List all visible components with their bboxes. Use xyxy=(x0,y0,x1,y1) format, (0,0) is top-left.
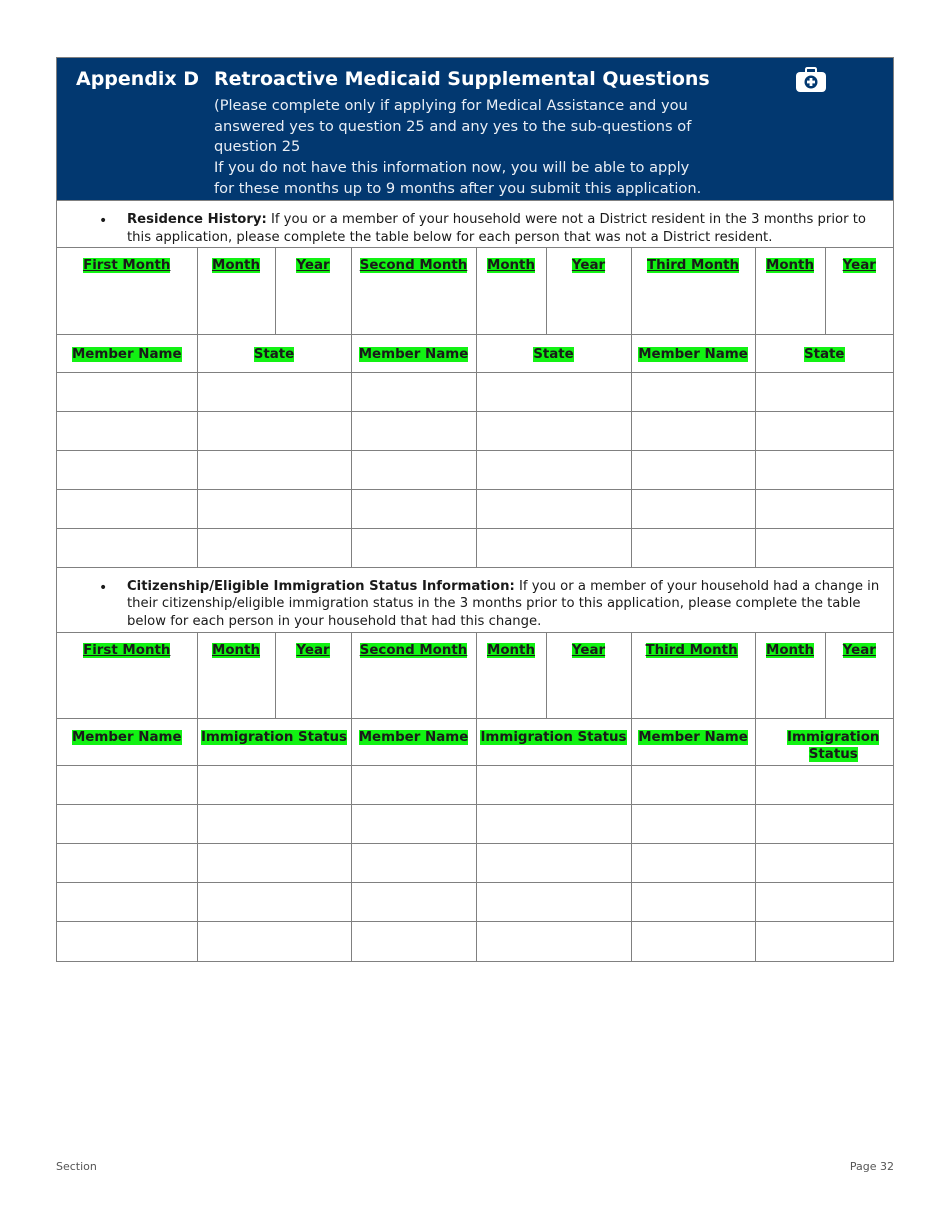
state-header: State xyxy=(197,334,351,372)
citizenship-instructions xyxy=(57,568,893,633)
instruction-line: If you do not have this information now, you will be able to apply xyxy=(214,159,690,177)
citizenship-label: Citizenship/Eligible Immigration Status Information: xyxy=(127,578,515,594)
citizenship-text: If you or a member of your household had a change in their citizenship/eligible immigration status in the 3 months prior to this application, please complete the table below for each person in your household that had this change. xyxy=(127,578,880,629)
member-name-cell[interactable] xyxy=(57,766,197,805)
member-name-header: Member Name xyxy=(351,334,476,372)
month-field[interactable]: Month xyxy=(476,633,546,719)
header-instructions xyxy=(214,96,734,200)
month-field[interactable]: Month xyxy=(197,248,275,334)
year-field[interactable]: Year xyxy=(275,633,351,719)
table-row xyxy=(57,805,893,844)
page-number: Page 32 xyxy=(849,1160,894,1173)
immigration-status-cell[interactable] xyxy=(197,883,351,922)
member-name-cell[interactable] xyxy=(631,844,755,883)
bullet: • xyxy=(99,579,108,596)
state-cell[interactable] xyxy=(476,450,631,489)
immigration-status-cell[interactable] xyxy=(755,883,893,922)
year-field[interactable]: Year xyxy=(546,633,631,719)
state-header: State xyxy=(755,334,893,372)
member-name-cell[interactable] xyxy=(631,489,755,528)
immigration-status-cell[interactable] xyxy=(476,805,631,844)
appendix-form xyxy=(56,57,894,962)
member-name-cell[interactable] xyxy=(57,450,197,489)
state-cell[interactable] xyxy=(755,528,893,567)
table-row xyxy=(57,489,893,528)
member-name-cell[interactable] xyxy=(57,489,197,528)
table-row xyxy=(57,844,893,883)
immigration-status-cell[interactable] xyxy=(476,844,631,883)
member-name-cell[interactable] xyxy=(351,844,476,883)
member-name-cell[interactable] xyxy=(57,372,197,411)
member-name-cell[interactable] xyxy=(57,883,197,922)
state-cell[interactable] xyxy=(197,489,351,528)
member-name-header: Member Name xyxy=(57,719,197,766)
citizenship-status-table xyxy=(57,633,893,961)
bullet: • xyxy=(99,213,108,229)
state-cell[interactable] xyxy=(476,489,631,528)
year-field[interactable]: Year xyxy=(546,248,631,334)
instruction-line: answered yes to question 25 and any yes to the sub-questions of xyxy=(214,117,692,135)
third-month-header: Third Month xyxy=(631,248,755,334)
member-name-cell[interactable] xyxy=(631,805,755,844)
immigration-status-cell[interactable] xyxy=(476,922,631,961)
residence-history-label: Residence History: xyxy=(127,212,267,227)
member-name-cell[interactable] xyxy=(57,411,197,450)
immigration-status-cell[interactable] xyxy=(476,766,631,805)
table-row xyxy=(57,411,893,450)
footer-section-label: Section xyxy=(56,1160,97,1173)
year-field[interactable]: Year xyxy=(275,248,351,334)
member-name-cell[interactable] xyxy=(57,844,197,883)
residence-history-instructions xyxy=(57,201,893,248)
member-name-header: Member Name xyxy=(57,334,197,372)
state-cell[interactable] xyxy=(755,450,893,489)
member-name-cell[interactable] xyxy=(57,922,197,961)
member-name-header: Member Name xyxy=(351,719,476,766)
member-name-cell[interactable] xyxy=(351,411,476,450)
state-cell[interactable] xyxy=(476,372,631,411)
table-row xyxy=(57,766,893,805)
page-title: Retroactive Medicaid Supplemental Questions xyxy=(214,68,710,90)
state-cell[interactable] xyxy=(755,411,893,450)
member-name-cell[interactable] xyxy=(351,528,476,567)
residence-history-table xyxy=(57,248,893,568)
month-field[interactable]: Month xyxy=(476,248,546,334)
immigration-status-cell[interactable] xyxy=(755,766,893,805)
member-name-cell[interactable] xyxy=(631,883,755,922)
immigration-status-header: Immigration Status xyxy=(197,719,351,766)
member-name-cell[interactable] xyxy=(631,922,755,961)
first-month-header: First Month xyxy=(57,633,197,719)
appendix-label: Appendix D xyxy=(76,68,200,90)
year-field[interactable]: Year xyxy=(825,633,893,719)
table-row xyxy=(57,450,893,489)
member-name-cell[interactable] xyxy=(631,411,755,450)
member-name-cell[interactable] xyxy=(631,450,755,489)
member-name-cell[interactable] xyxy=(351,489,476,528)
immigration-status-cell[interactable] xyxy=(197,805,351,844)
member-name-cell[interactable] xyxy=(631,372,755,411)
immigration-status-cell[interactable] xyxy=(476,883,631,922)
instruction-line: for these months up to 9 months after you submit this application. xyxy=(214,179,702,197)
immigration-status-header: Immigration Status xyxy=(755,719,893,766)
state-cell[interactable] xyxy=(476,411,631,450)
member-name-cell[interactable] xyxy=(631,766,755,805)
state-cell[interactable] xyxy=(197,450,351,489)
instruction-line: question 25 xyxy=(214,138,301,156)
member-name-header: Member Name xyxy=(631,334,755,372)
member-name-cell[interactable] xyxy=(351,766,476,805)
immigration-status-cell[interactable] xyxy=(755,844,893,883)
month-field[interactable]: Month xyxy=(755,248,825,334)
state-cell[interactable] xyxy=(197,528,351,567)
member-name-cell[interactable] xyxy=(351,450,476,489)
residence-history-text: If you or a member of your household were not a District resident in the 3 months prior to this application, please complete the table below for each person that was not a District resident. xyxy=(127,212,866,245)
month-field[interactable]: Month xyxy=(755,633,825,719)
second-month-header: Second Month xyxy=(351,633,476,719)
state-cell[interactable] xyxy=(197,411,351,450)
table-row xyxy=(57,922,893,961)
state-cell[interactable] xyxy=(476,528,631,567)
member-name-cell[interactable] xyxy=(631,528,755,567)
table-row xyxy=(57,372,893,411)
immigration-status-cell[interactable] xyxy=(197,766,351,805)
member-name-cell[interactable] xyxy=(351,883,476,922)
immigration-status-header: Immigration Status xyxy=(476,719,631,766)
state-header: State xyxy=(476,334,631,372)
month-field[interactable]: Month xyxy=(197,633,275,719)
second-month-header: Second Month xyxy=(351,248,476,334)
member-name-cell[interactable] xyxy=(57,805,197,844)
state-cell[interactable] xyxy=(755,372,893,411)
member-name-cell[interactable] xyxy=(351,805,476,844)
table-row xyxy=(57,528,893,567)
state-cell[interactable] xyxy=(755,489,893,528)
state-cell[interactable] xyxy=(197,372,351,411)
immigration-status-cell[interactable] xyxy=(755,922,893,961)
first-month-header: First Month xyxy=(57,248,197,334)
member-name-header: Member Name xyxy=(631,719,755,766)
member-name-cell[interactable] xyxy=(351,922,476,961)
year-field[interactable]: Year xyxy=(825,248,893,334)
immigration-status-cell[interactable] xyxy=(197,922,351,961)
table-row xyxy=(57,883,893,922)
instruction-line: (Please complete only if applying for Medical Assistance and you xyxy=(214,97,688,114)
medical-kit-icon xyxy=(795,67,827,97)
immigration-status-cell[interactable] xyxy=(755,805,893,844)
appendix-header xyxy=(57,58,893,201)
member-name-cell[interactable] xyxy=(57,528,197,567)
third-month-header: Third Month xyxy=(631,633,755,719)
immigration-status-cell[interactable] xyxy=(197,844,351,883)
member-name-cell[interactable] xyxy=(351,372,476,411)
